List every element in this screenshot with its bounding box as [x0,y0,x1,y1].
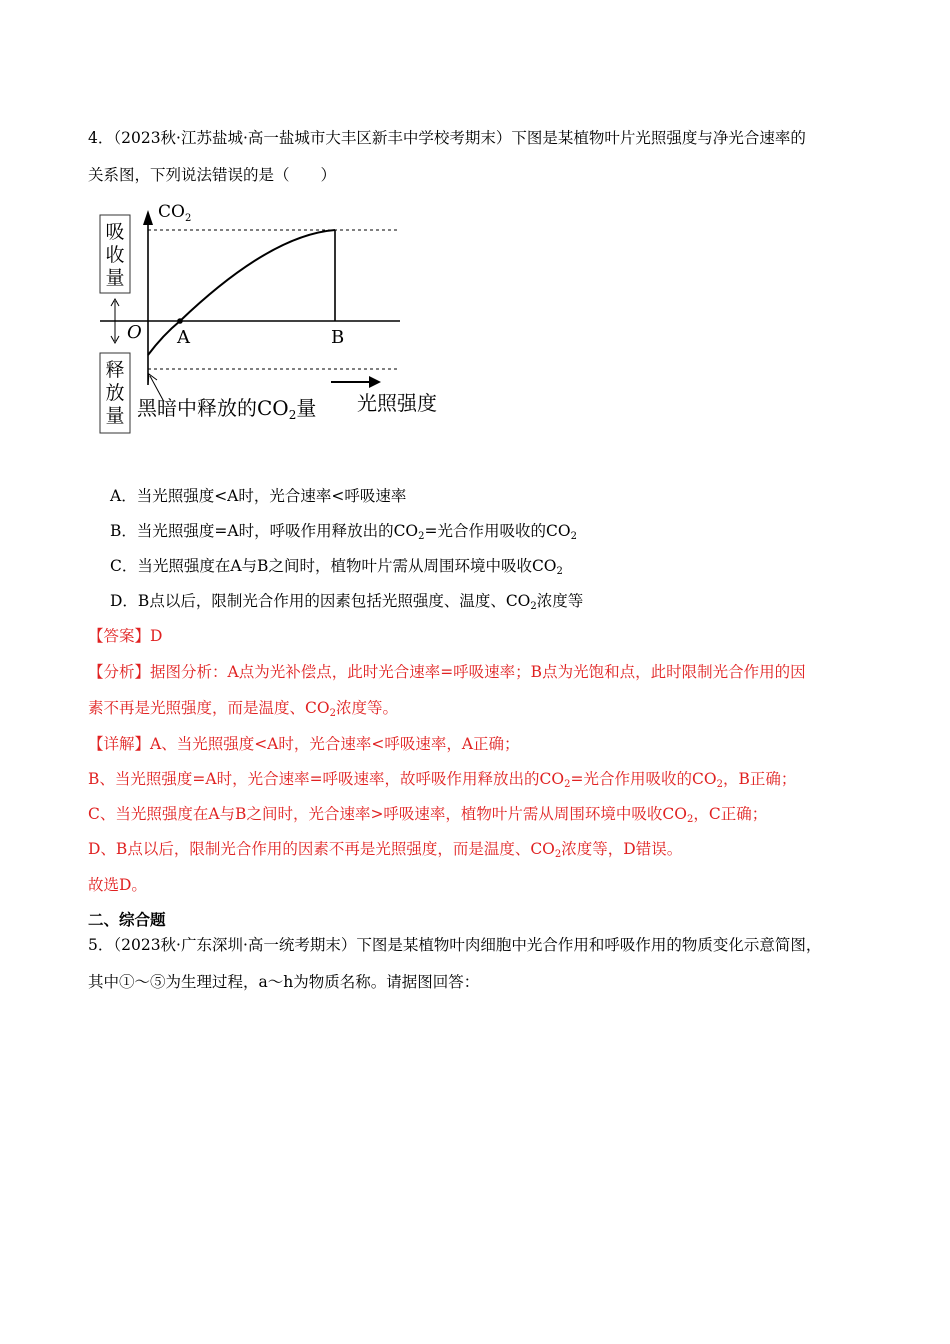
point-a-marker [177,318,183,324]
y-axis-label: $CO_2$ [158,202,192,224]
point-b-label: B [331,327,345,348]
conclusion: 故选D。 [88,876,147,894]
detail-line4: D、B点以后，限制光合作用的因素不再是光照强度，而是温度、$CO_2$浓度等，D错误。 [88,840,683,860]
x-axis-label: 光照强度 [357,391,437,415]
detail-line2: B、当光照强度=A时，光合速率=呼吸速率，故呼吸作用释放出的$CO_2=$光合作用吸收的$CO_2$，B正确； [88,770,797,790]
point-a-label: A [177,327,190,348]
option-c: C．当光照强度在A与B之间时，植物叶片需从周围环境中吸收$CO_2$ [110,557,563,577]
box-top-char-1: 吸 [105,221,125,243]
box-bottom-char-1: 释 [105,359,125,381]
dark-label: 黑暗中释放的$CO_2$量 [137,396,317,422]
analysis-line1: 【分析】据图分析：A点为光补偿点，此时光合速率=呼吸速率；B点为光饱和点，此时限制光合作用的因 [88,663,806,681]
box-top-char-3: 量 [105,267,125,289]
option-d: D．B点以后，限制光合作用的因素包括光照强度、温度、$CO_2$浓度等 [110,592,584,612]
analysis-line2: 素不再是光照强度，而是温度、$CO_2$浓度等。 [88,699,398,719]
box-top-char-2: 收 [105,244,125,266]
detail-line1: 【详解】A、当光照强度<A时，光合速率<呼吸速率，A正确； [88,735,520,753]
q5-stem-line1: 5．（2023秋·广东深圳·高一统考期末）下图是某植物叶肉细胞中光合作用和呼吸作用的物质变化示意简图， [88,936,822,954]
q4-stem-line2: 关系图，下列说法错误的是（ ） [88,166,337,184]
q5-stem-line2: 其中①～⑤为生理过程，a～h为物质名称。请据图回答： [88,973,480,991]
box-bottom-char-2: 放 [105,382,125,404]
answer: 【答案】D [88,627,163,645]
y-axis-arrow-icon [143,210,153,225]
q4-stem-line1: 4．（2023秋·江苏盐城·高一盐城市大丰区新丰中学校考期末）下图是某植物叶片光照强度与净光合速率的 [88,129,806,147]
option-b: B．当光照强度=A时，呼吸作用释放出的$CO_2=$光合作用吸收的$CO_2$ [110,522,577,542]
origin-label: O [127,322,142,343]
section-title: 二、综合题 [88,910,166,929]
box-bottom-char-3: 量 [105,405,125,427]
detail-line3: C、当光照强度在A与B之间时，光合速率>呼吸速率，植物叶片需从周围环境中吸收$CO_2$，C正确； [88,805,768,825]
q4-figure [95,195,465,440]
option-a: A．当光照强度<A时，光合速率<呼吸速率 [110,487,407,505]
